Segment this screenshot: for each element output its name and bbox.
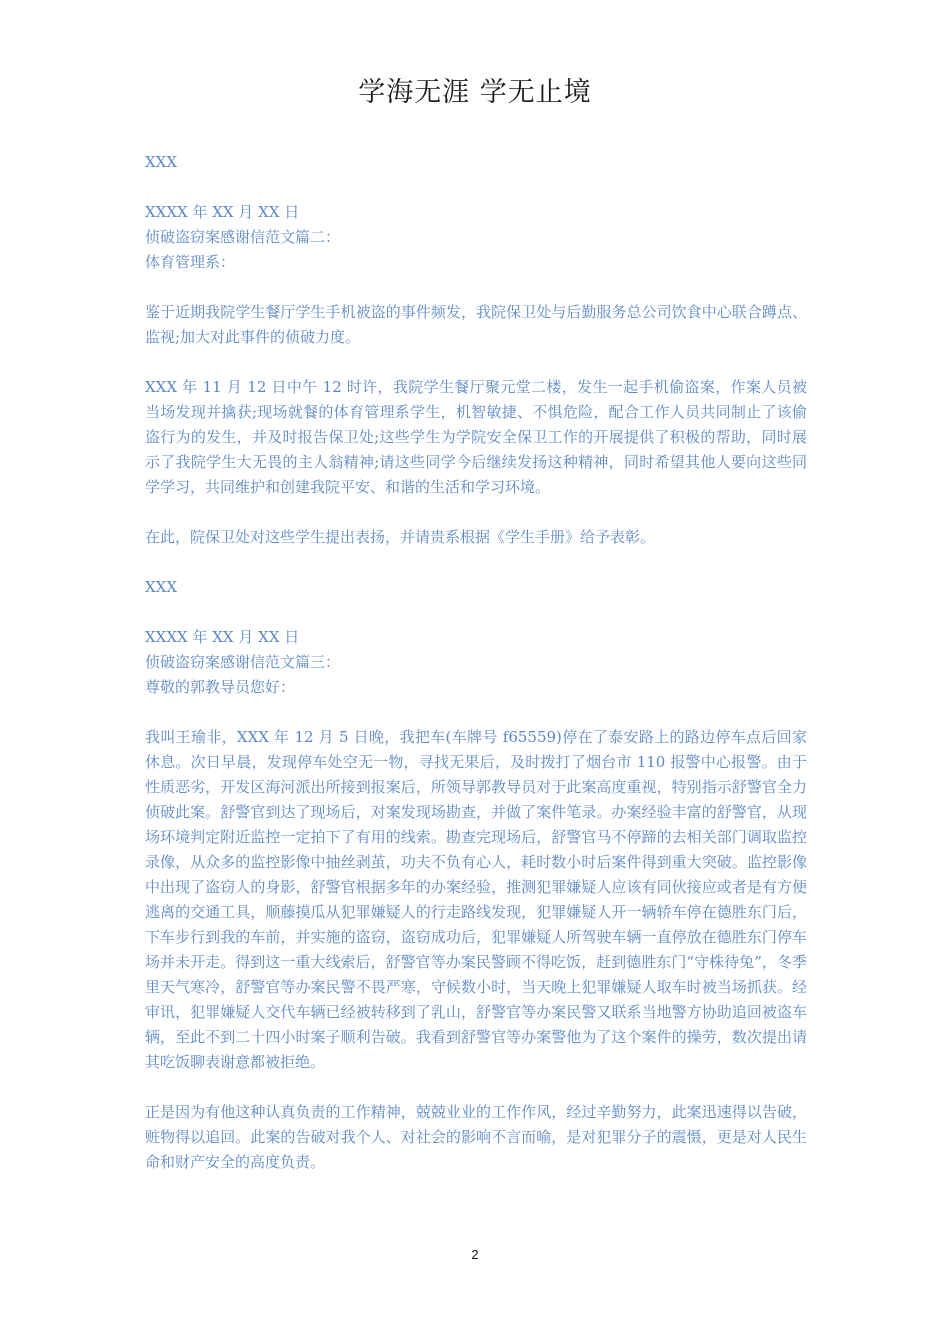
- paragraph-2-2: XXX 年 11 月 12 日中午 12 时许，我院学生餐厅聚元堂二楼，发生一起手机偷盗案，作案人员被当场发现并擒获;现场就餐的体育管理系学生，机智敏捷、不惧危险，配合工作人员共同制止了该偷盗行为的发生，并及时报告保卫处;这些学生为学院安全保卫工作的开展提供了积极的帮助，同时展示了我院学生大无畏的主人翁精神;请这些同学今后继续发扬这种精神，同时希望其他人要向这些同学学习，共同维护和创建我院平安、和谐的生活和学习环境。: [145, 378, 807, 496]
- paragraph-2-1: 鉴于近期我院学生餐厅学生手机被盗的事件频发，我院保卫处与后勤服务总公司饮食中心联合蹲点、监视;加大对此事件的侦破力度。: [145, 303, 807, 346]
- blank-line: [145, 175, 807, 200]
- salutation-part-2: 体育管理系：: [145, 253, 236, 271]
- blank-line: [145, 1075, 807, 1100]
- blank-line: [145, 275, 807, 300]
- date-1: XXXX 年 XX 月 XX 日: [145, 203, 300, 221]
- salutation-part-3: 尊敬的郭教导员您好：: [145, 678, 296, 696]
- paragraph-2-3: 在此，院保卫处对这些学生提出表扬，并请贵系根据《学生手册》给予表彰。: [145, 528, 656, 546]
- signature-1: XXX: [145, 153, 178, 171]
- heading-part-3: 侦破盗窃案感谢信范文篇三：: [145, 653, 341, 671]
- blank-line: [145, 600, 807, 625]
- paragraph-3-2: 正是因为有他这种认真负责的工作精神，兢兢业业的工作作风，经过辛勤努力，此案迅速得以告破，赃物得以追回。此案的告破对我个人、对社会的影响不言而喻，是对犯罪分子的震慑，更是对人民生命和财产安全的高度负责。: [145, 1103, 807, 1171]
- blank-line: [145, 350, 807, 375]
- blank-line: [145, 700, 807, 725]
- blank-line: [145, 500, 807, 525]
- letter-content: [145, 150, 807, 1175]
- signature-2: XXX: [145, 578, 178, 596]
- date-2: XXXX 年 XX 月 XX 日: [145, 628, 300, 646]
- paragraph-3-1: 我叫王瑜非，XXX 年 12 月 5 日晚，我把车(车牌号 f65559)停在了泰安路上的路边停车点后回家休息。次日早晨，发现停车处空无一物，寻找无果后，及时拨打了烟台市 110 报警中心报警。由于性质恶劣，开发区海河派出所接到报案后，所领导郭教导员对于此案高度重视，特别指示舒警官全力侦破此案。舒警官到达了现场后，对案发现场勘查，并做了案件笔录。办案经验丰富的舒警官，从现场环境判定附近监控一定拍下了有用的线索。勘查完现场后，舒警官马不停蹄的去相关部门调取监控录像，从众多的监控影像中抽丝剥茧，功夫不负有心人，耗时数小时后案件得到重大突破。监控影像中出现了盗窃人的身影，舒警官根据多年的办案经验，推测犯罪嫌疑人应该有同伙接应或者是有方便逃离的交通工具，顺藤摸瓜从犯罪嫌疑人的行走路线发现，犯罪嫌疑人开一辆轿车停在德胜东门后，下车步行到我的车前，并实施的盗窃，盗窃成功后，犯罪嫌疑人所驾驶车辆一直停放在德胜东门停车场并未开走。得到这一重大线索后，舒警官等办案民警顾不得吃饭，赶到德胜东门“守株待兔”，冬季里天气寒冷，舒警官等办案民警不畏严寒，守候数小时，当天晚上犯罪嫌疑人取车时被当场抓获。经审讯，犯罪嫌疑人交代车辆已经被转移到了乳山，舒警官等办案民警又联系当地警方协助追回被盗车辆，至此不到二十四小时案子顺利告破。我看到舒警官等办案警他为了这个案件的操劳，数次提出请其吃饭聊表谢意都被拒绝。: [145, 728, 807, 1071]
- page-number: 2: [471, 1247, 479, 1262]
- blank-line: [145, 550, 807, 575]
- heading-part-2: 侦破盗窃案感谢信范文篇二：: [145, 228, 341, 246]
- page-header-title: 学海无涯 学无止境: [358, 77, 592, 108]
